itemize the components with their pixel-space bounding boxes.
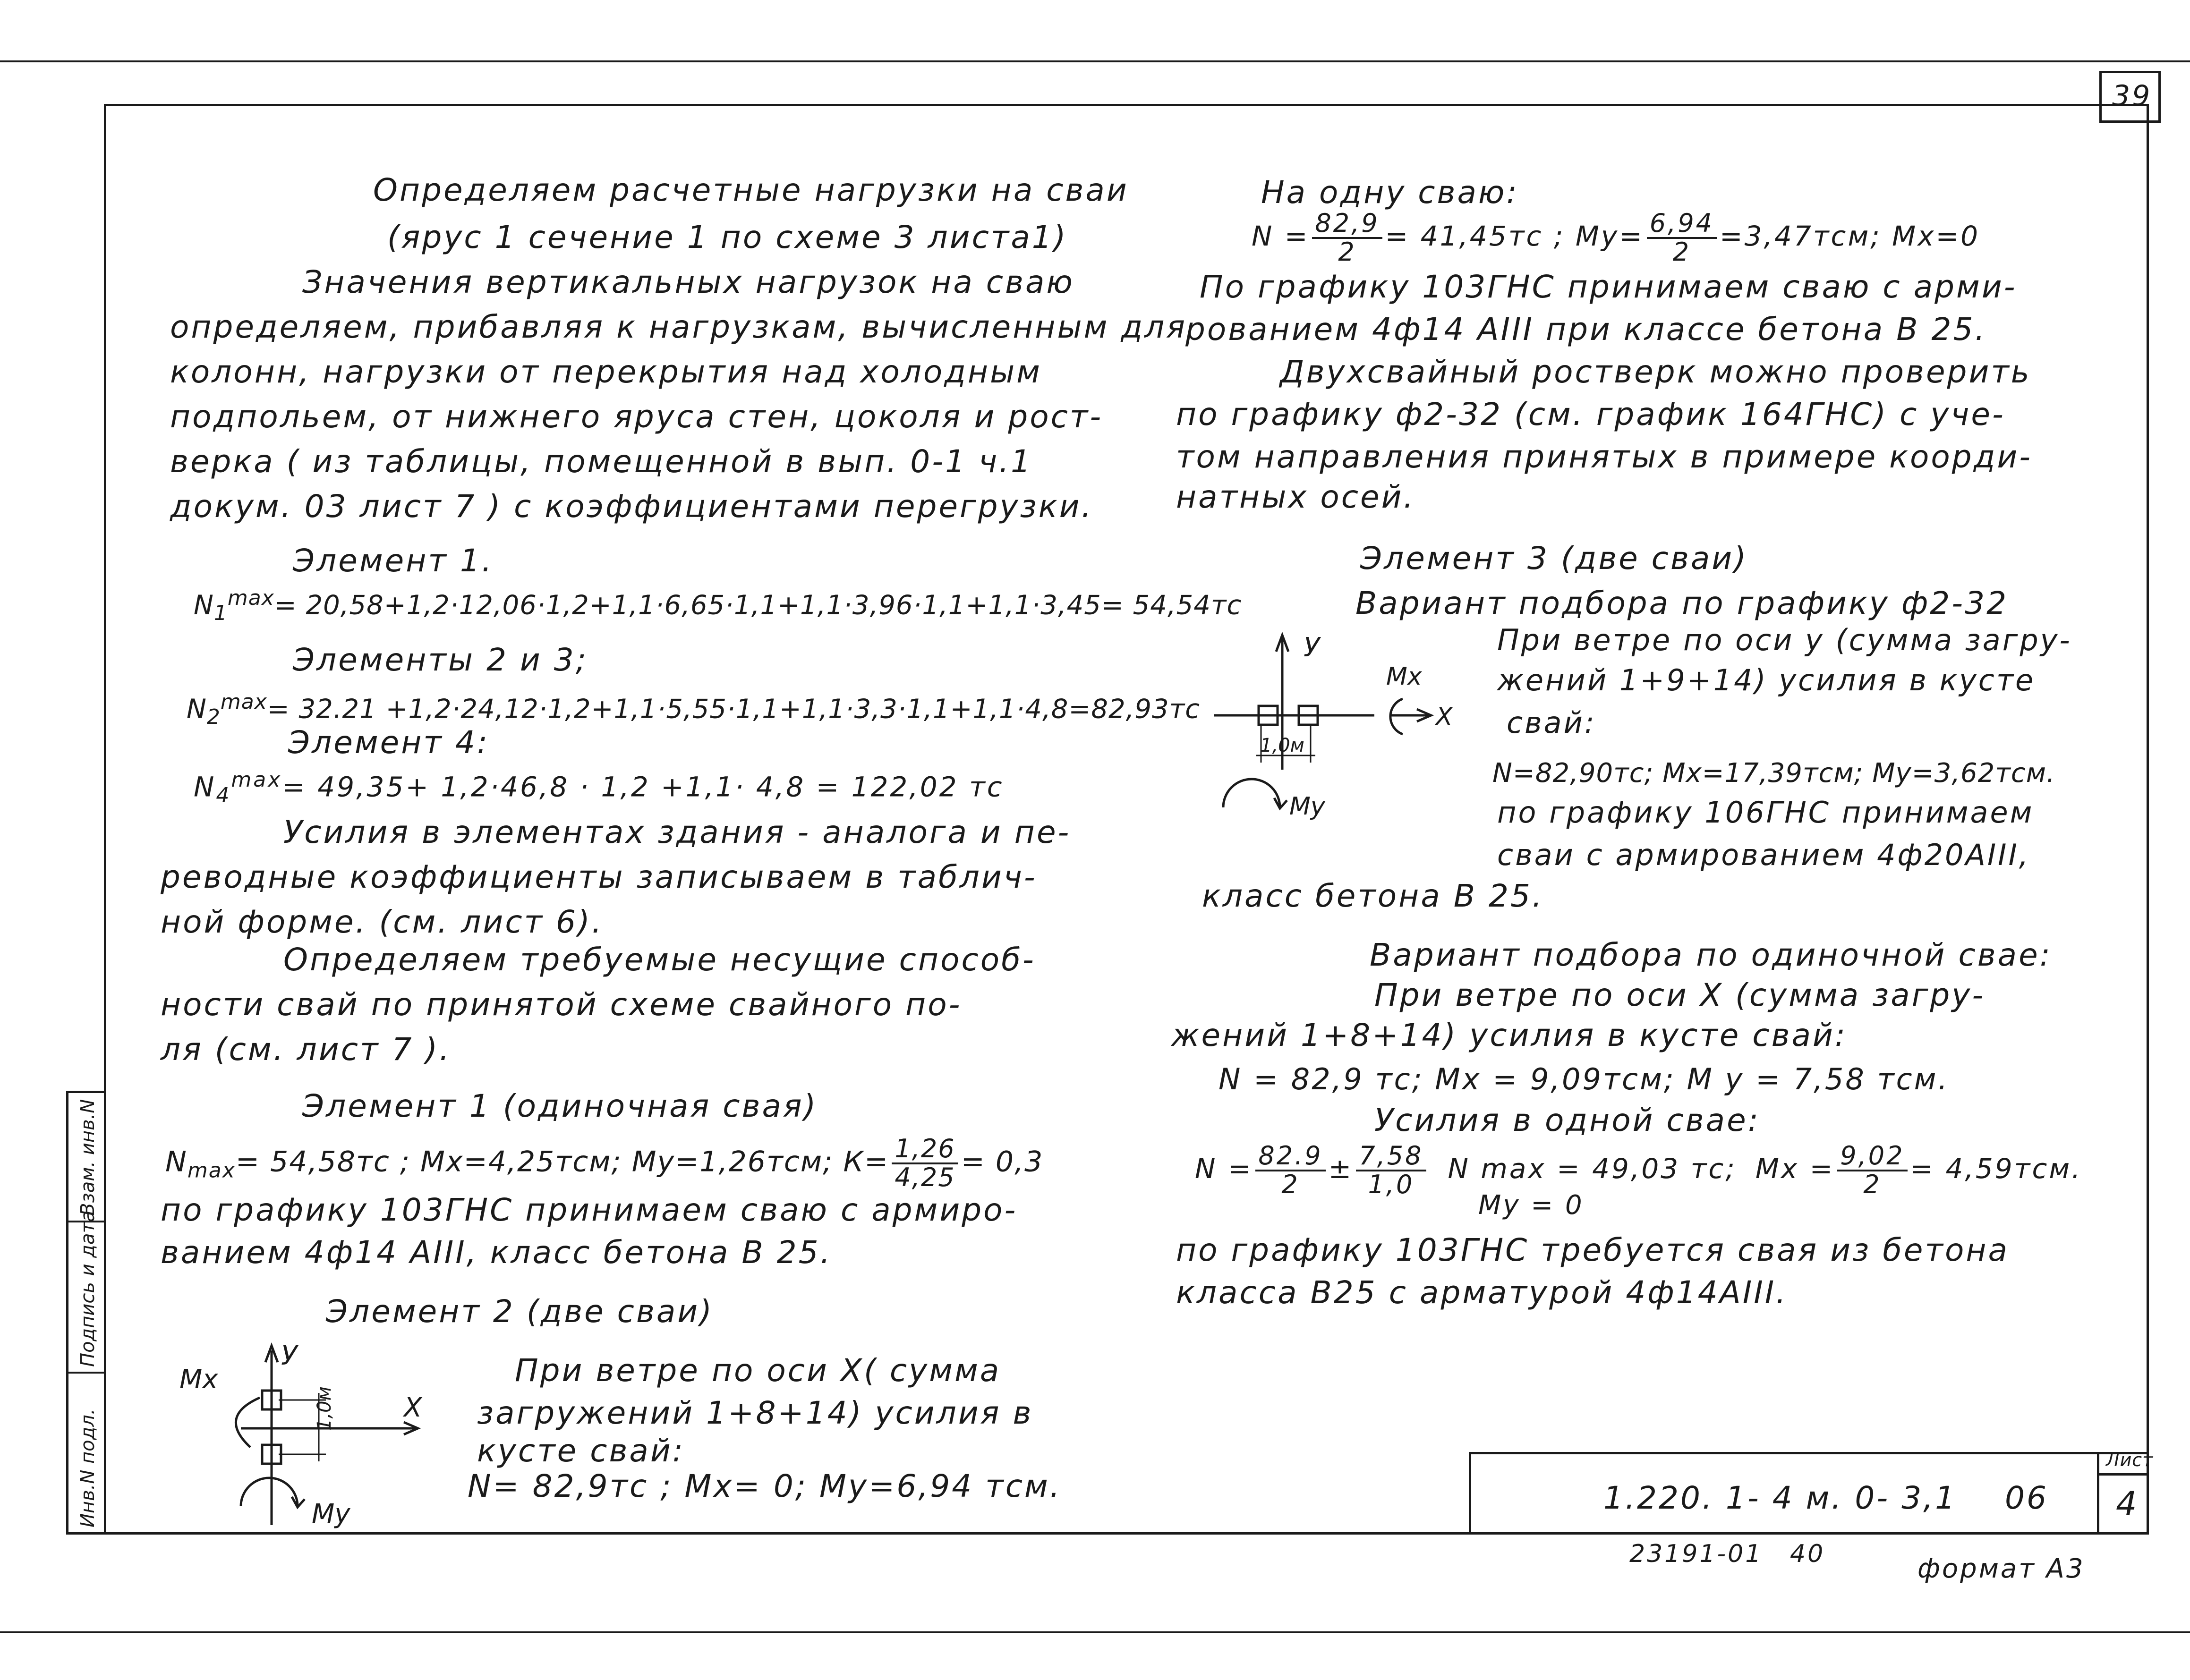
bottom-border-line bbox=[0, 1631, 2190, 1633]
element-3-line-8: класс бетона В 25. bbox=[1202, 878, 1544, 914]
diag2-mx-label: Мх bbox=[179, 1364, 218, 1395]
element-3-line-7: сваи с армированием 4ф20АIII, bbox=[1497, 838, 2030, 872]
diag2-x-label: Х bbox=[404, 1392, 422, 1423]
left-line-3: Значения вертикальных нагрузок на сваю bbox=[302, 264, 1074, 300]
diag2-my-label: Му bbox=[312, 1499, 350, 1529]
para3-line-2: ности свай по принятой схеме свайного по- bbox=[161, 986, 962, 1023]
right-line-6: по графику ф2-32 (см. график 164ГНС) с уче- bbox=[1176, 396, 2005, 433]
right-line-4: рованием 4ф14 АIII при классе бетона В 25. bbox=[1185, 311, 1987, 348]
element-4-title: Элемент 4: bbox=[288, 724, 490, 761]
para3-line-1: Определяем требуемые несущие способ- bbox=[283, 942, 1036, 978]
archive-number: 23191-01 bbox=[1629, 1540, 1763, 1568]
element-1-single-line-3: ванием 4ф14 АIII, класс бетона В 25. bbox=[161, 1234, 832, 1271]
n-fraction: $\frac{82,9}{2}$ bbox=[1312, 210, 1382, 265]
my-fraction-2: $\frac{7,58}{1,0}$ bbox=[1356, 1143, 1426, 1198]
left-line-4: определяем, прибавляя к нагрузкам, вычисленным для bbox=[170, 309, 1187, 345]
para2-line-3: ной форме. (см. лист 6). bbox=[161, 904, 604, 940]
top-border-line bbox=[0, 60, 2190, 62]
right-line-2: N = $\frac{82,9}{2}$ = 41,45тс ; Му= $\frac{6,94}{2}$ =3,47тсм; Мх=0 bbox=[1252, 208, 1980, 267]
archive-suffix: 40 bbox=[1790, 1540, 1825, 1568]
document-suffix: 06 bbox=[2005, 1480, 2048, 1516]
element-3-line-1: Вариант подбора по графику ф2-32 bbox=[1355, 585, 2009, 621]
left-line-7: верка ( из таблицы, помещенной в вып. 0-1 ч.1 bbox=[170, 443, 1033, 480]
left-line-1: Определяем расчетные нагрузки на сваи bbox=[373, 172, 1129, 208]
left-line-8: докум. 03 лист 7 ) с коэффициентами перегрузки. bbox=[170, 488, 1093, 525]
page-number-box bbox=[2099, 71, 2161, 123]
right-line-8: натных осей. bbox=[1176, 479, 1415, 515]
diag3-y-label: У bbox=[1304, 632, 1320, 663]
my-fraction: $\frac{6,94}{2}$ bbox=[1647, 210, 1717, 265]
variant-2-formula: N = $\frac{82.9}{2}$ ± $\frac{7,58}{1,0}$ N max = 49,03 тс; Мх = $\frac{9,02}{2}$ = 4,59тсм. bbox=[1195, 1141, 2082, 1199]
right-line-1: На одну сваю: bbox=[1261, 174, 1519, 211]
document-code: 1.220. 1- 4 м. 0- 3,1 bbox=[1603, 1480, 1957, 1516]
diag3-mx-label: Мх bbox=[1386, 662, 1422, 691]
para3-line-3: ля (см. лист 7 ). bbox=[161, 1031, 452, 1068]
title-block bbox=[1469, 1452, 2149, 1535]
elements-2-3-title: Элементы 2 и 3; bbox=[293, 642, 588, 678]
variant-2-line-2: жений 1+8+14) усилия в кусте свай: bbox=[1171, 1017, 1848, 1053]
element-3-line-6: по графику 106ГНС принимаем bbox=[1497, 795, 2034, 830]
k-fraction: $\frac{1,26}{4,25}$ bbox=[892, 1136, 958, 1191]
element-1-single-title: Элемент 1 (одиночная свая) bbox=[302, 1088, 818, 1124]
page-number: 39 bbox=[2112, 79, 2152, 112]
element-2-title: Элемент 2 (две сваи) bbox=[326, 1293, 714, 1330]
element-1-title: Элемент 1. bbox=[293, 543, 494, 579]
element-2-line-3: кусте свай: bbox=[477, 1433, 685, 1469]
diag3-dim-label: 1,0м bbox=[1260, 735, 1304, 756]
element-3-pile-diagram bbox=[1204, 628, 1469, 826]
side-stamp-strip bbox=[66, 1091, 104, 1535]
element-1-single-line-2: по графику 103ГНС принимаем сваю с армиро- bbox=[161, 1192, 1018, 1228]
element-2-pile-diagram bbox=[170, 1336, 444, 1530]
sheet-cell bbox=[2097, 1450, 2154, 1535]
mx-fraction-2: $\frac{9,02}{2}$ bbox=[1837, 1143, 1907, 1198]
variant-2-line-4: Усилия в одной свае: bbox=[1374, 1102, 1760, 1138]
element-3-line-3: жений 1+9+14) усилия в кусте bbox=[1497, 663, 2036, 697]
element-3-line-5: N=82,90тс; Мх=17,39тсм; Му=3,62тсм. bbox=[1492, 758, 2055, 789]
variant-2-line-3: N = 82,9 тс; Мх = 9,09тсм; М у = 7,58 тсм. bbox=[1219, 1062, 1950, 1096]
sheet-number: 4 bbox=[2116, 1485, 2139, 1523]
right-line-7: том направления принятых в примере коорди- bbox=[1176, 439, 2033, 475]
left-line-5: колонн, нагрузки от перекрытия над холодным bbox=[170, 354, 1042, 390]
right-line-5: Двухсвайный ростверк можно проверить bbox=[1280, 354, 2031, 390]
side-label-replace: Взам. инв.N bbox=[77, 1099, 99, 1216]
element-1-formula: $N_1^{max}= 20,58+1,2\cdot 12,06\cdot 1,2+1,1\cdot 6,65\cdot 1,1+1,1\cdot 3,96\cdot 1,1+1,1\cdot 3,45= 54,54тс$ bbox=[194, 586, 1242, 625]
diag3-x-label: Х bbox=[1436, 703, 1453, 731]
right-line-3: По графику 103ГНС принимаем сваю с арми- bbox=[1200, 269, 2017, 305]
element-2-line-4: N= 82,9тс ; Мх= 0; Му=6,94 тсм. bbox=[468, 1468, 1062, 1504]
sheet-label: Лист bbox=[2106, 1450, 2154, 1470]
variant-2-line-6: класса В25 с арматурой 4ф14АIII. bbox=[1176, 1274, 1788, 1311]
side-divider bbox=[68, 1372, 106, 1374]
element-2-line-2: загружений 1+8+14) усилия в bbox=[477, 1395, 1033, 1431]
variant-2-my: Му = 0 bbox=[1478, 1190, 1584, 1221]
diag2-y-label: У bbox=[281, 1341, 298, 1371]
variant-2-title: Вариант подбора по одиночной свае: bbox=[1370, 937, 2052, 973]
side-label-sign: Подпись и дата bbox=[77, 1210, 99, 1367]
diag3-my-label: Му bbox=[1289, 792, 1325, 821]
elements-2-3-formula: $N_2^{max}= 32.21 +1,2\cdot 24,12\cdot 1,2+1,1\cdot 5,55\cdot 1,1+1,1\cdot 3,3\cdot 1,1+1,1\cdot 4,8=82,93тс$ bbox=[187, 690, 1201, 729]
element-2-line-1: При ветре по оси Х( сумма bbox=[515, 1352, 1001, 1389]
diag2-dim-label: 1,0м bbox=[314, 1386, 335, 1431]
element-1-single-forces: $N_{max}= 54,58тс$ ; Мх=4,25тсм; Му=1,26тсм; К= $\frac{1,26}{4,25}$ = 0,3 bbox=[165, 1134, 1044, 1192]
para2-line-2: реводные коэффициенты записываем в таблич- bbox=[161, 859, 1037, 895]
left-line-6: подпольем, от нижнего яруса стен, цоколя и рост- bbox=[170, 399, 1103, 435]
element-4-formula: $N_4^{max}= 49,35+ 1,2\cdot 46,8 \cdot 1,2 +1,1\cdot 4,8 = 122,02$ тс bbox=[194, 768, 1004, 807]
variant-2-line-1: При ветре по оси Х (сумма загру- bbox=[1374, 977, 1985, 1013]
variant-2-line-5: по графику 103ГНС требуется свая из бетона bbox=[1176, 1232, 2009, 1268]
element-3-line-4: свай: bbox=[1507, 705, 1596, 740]
n-fraction-2: $\frac{82.9}{2}$ bbox=[1255, 1143, 1325, 1198]
para2-line-1: Усилия в элементах здания - аналога и пе- bbox=[283, 814, 1071, 850]
element-3-line-2: При ветре по оси у (сумма загру- bbox=[1497, 623, 2072, 657]
element-3-title: Элемент 3 (две сваи) bbox=[1360, 540, 1748, 577]
format-label: формат А3 bbox=[1917, 1553, 2085, 1584]
side-label-inv: Инв.N подл. bbox=[77, 1408, 99, 1527]
sheet-separator bbox=[2097, 1473, 2149, 1476]
left-line-2: (ярус 1 сечение 1 по схеме 3 листа1) bbox=[387, 219, 1068, 255]
